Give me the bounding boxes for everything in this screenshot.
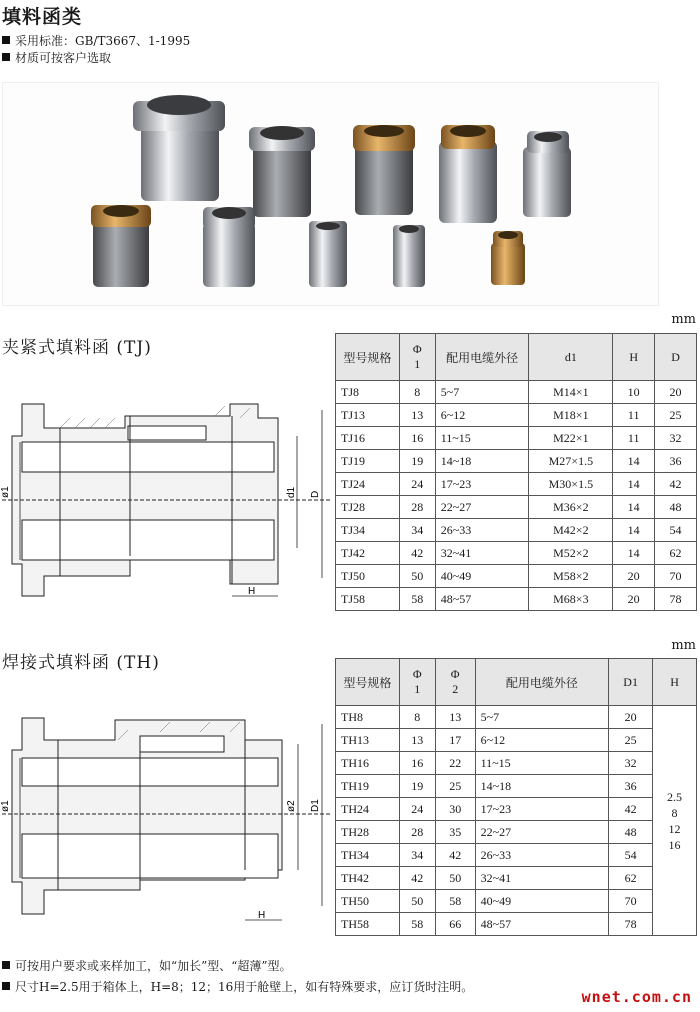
h-values-cell: 2.5 8 12 16 — [653, 706, 697, 936]
table-cell: 8 — [399, 381, 435, 404]
table-cell: 22~27 — [435, 496, 529, 519]
tj-section-title: 夹紧式填料函 (TJ) — [2, 338, 152, 358]
H-label: H — [258, 910, 266, 921]
table-cell: 26~33 — [435, 519, 529, 542]
table-cell: 5~7 — [475, 706, 609, 729]
gland-small-2 — [393, 225, 425, 287]
header-cell: 配用电缆外径 — [475, 659, 609, 706]
table-cell: TH16 — [336, 752, 400, 775]
tj-cross-section-drawing — [0, 396, 335, 608]
table-cell: 58 — [435, 890, 475, 913]
table-cell: 20 — [613, 565, 655, 588]
table-cell: 20 — [655, 381, 697, 404]
header-cell: H — [613, 334, 655, 381]
D1-label: D1 — [310, 799, 321, 812]
table-cell: 42 — [399, 542, 435, 565]
D-label: D — [310, 490, 321, 498]
header-cell: H — [653, 659, 697, 706]
table-cell: 40~49 — [435, 565, 529, 588]
table-cell: 19 — [399, 450, 435, 473]
table-cell: 78 — [609, 913, 653, 936]
table-cell: 24 — [399, 798, 435, 821]
header-cell: D1 — [609, 659, 653, 706]
table-cell: TJ42 — [336, 542, 400, 565]
bullet-square-icon — [2, 53, 10, 61]
table-row — [336, 867, 697, 890]
table-cell: TJ24 — [336, 473, 400, 496]
th-spec-table — [335, 658, 697, 936]
table-cell: TH19 — [336, 775, 400, 798]
table-row — [336, 752, 697, 775]
watermark: wnet.com.cn — [581, 988, 692, 1006]
table-cell: TJ8 — [336, 381, 400, 404]
table-row — [336, 519, 697, 542]
table-cell: 32~41 — [475, 867, 609, 890]
table-row — [336, 473, 697, 496]
tj-unit: mm — [671, 312, 696, 327]
table-cell: 32~41 — [435, 542, 529, 565]
th-section-title: 焊接式填料函 (TH) — [2, 653, 160, 673]
table-cell: 11~15 — [475, 752, 609, 775]
table-cell: M30×1.5 — [529, 473, 613, 496]
table-row — [336, 565, 697, 588]
table-row — [336, 706, 697, 729]
table-cell: TJ19 — [336, 450, 400, 473]
table-cell: TH13 — [336, 729, 400, 752]
gland-medium-1 — [249, 126, 315, 217]
table-cell: 14 — [613, 542, 655, 565]
table-cell: 22~27 — [475, 821, 609, 844]
table-cell: 42 — [655, 473, 697, 496]
table-row — [336, 381, 697, 404]
table-cell: 19 — [399, 775, 435, 798]
table-cell: TJ58 — [336, 588, 400, 611]
phi1-label: ø1 — [0, 800, 11, 812]
th-table-body — [336, 706, 697, 936]
table-cell: 14 — [613, 496, 655, 519]
table-row — [336, 588, 697, 611]
table-cell: 20 — [613, 588, 655, 611]
gland-brass-2 — [91, 205, 151, 287]
table-cell: TH24 — [336, 798, 400, 821]
table-row — [336, 890, 697, 913]
table-cell: 20 — [609, 706, 653, 729]
phi2-label: ø2 — [286, 800, 297, 812]
table-row — [336, 427, 697, 450]
gland-medium-2 — [203, 207, 255, 287]
table-row — [336, 775, 697, 798]
table-cell: TJ50 — [336, 565, 400, 588]
table-cell: 36 — [655, 450, 697, 473]
bullet-square-icon — [2, 961, 10, 969]
table-row — [336, 404, 697, 427]
bullet-square-icon — [2, 36, 10, 44]
table-cell: 11~15 — [435, 427, 529, 450]
header-cell: 型号规格 — [336, 334, 400, 381]
table-cell: TJ28 — [336, 496, 400, 519]
table-cell: TJ13 — [336, 404, 400, 427]
table-row — [336, 798, 697, 821]
table-cell: TH58 — [336, 913, 400, 936]
table-cell: TH50 — [336, 890, 400, 913]
table-cell: 28 — [399, 821, 435, 844]
table-cell: 14~18 — [475, 775, 609, 798]
table-cell: 16 — [399, 427, 435, 450]
table-cell: 25 — [655, 404, 697, 427]
gland-large — [133, 95, 225, 201]
table-cell: 36 — [609, 775, 653, 798]
gland-brass-1 — [353, 125, 415, 215]
table-cell: 34 — [399, 519, 435, 542]
tj-table-body — [336, 381, 697, 611]
table-cell: 8 — [399, 706, 435, 729]
table-cell: 28 — [399, 496, 435, 519]
table-cell: 35 — [435, 821, 475, 844]
table-cell: 5~7 — [435, 381, 529, 404]
table-cell: 13 — [399, 729, 435, 752]
table-cell: M27×1.5 — [529, 450, 613, 473]
tj-spec-table — [335, 333, 697, 611]
product-photo — [2, 82, 659, 306]
table-cell: 14 — [613, 519, 655, 542]
gland-chrome-tall — [439, 125, 497, 223]
table-cell: 13 — [435, 706, 475, 729]
table-cell: 16 — [399, 752, 435, 775]
table-cell: 32 — [655, 427, 697, 450]
table-cell: M18×1 — [529, 404, 613, 427]
table-cell: 25 — [435, 775, 475, 798]
table-cell: 66 — [435, 913, 475, 936]
gland-brass-small — [491, 231, 525, 285]
table-cell: 40~49 — [475, 890, 609, 913]
table-cell: 50 — [399, 890, 435, 913]
table-row — [336, 913, 697, 936]
header-cell: Φ 1 — [399, 334, 435, 381]
table-cell: 14 — [613, 473, 655, 496]
table-cell: 22 — [435, 752, 475, 775]
table-row — [336, 450, 697, 473]
gland-small-right — [523, 131, 571, 217]
table-row — [336, 821, 697, 844]
table-cell: 50 — [435, 867, 475, 890]
page-title: 填料函类 — [2, 6, 83, 28]
table-cell: 17~23 — [475, 798, 609, 821]
table-cell: M14×1 — [529, 381, 613, 404]
table-cell: 26~33 — [475, 844, 609, 867]
table-cell: TJ16 — [336, 427, 400, 450]
table-cell: 54 — [609, 844, 653, 867]
table-cell: 58 — [399, 913, 435, 936]
table-row — [336, 542, 697, 565]
phi1-label: ø1 — [0, 486, 11, 498]
table-cell: 54 — [655, 519, 697, 542]
cable-gland-photo — [3, 83, 658, 305]
th-unit: mm — [671, 638, 696, 653]
footnote-h-usage — [2, 978, 473, 995]
table-cell: 42 — [399, 867, 435, 890]
table-cell: 11 — [613, 404, 655, 427]
table-cell: 6~12 — [475, 729, 609, 752]
header-cell: D — [655, 334, 697, 381]
table-cell: 58 — [399, 588, 435, 611]
table-row — [336, 496, 697, 519]
table-cell: M42×2 — [529, 519, 613, 542]
footnote-text: 可按用户要求或来样加工，如“加长”型、“超薄”型。 — [15, 959, 292, 973]
header-cell: Φ 1 — [399, 659, 435, 706]
table-cell: 50 — [399, 565, 435, 588]
header-cell: 型号规格 — [336, 659, 400, 706]
table-row — [336, 729, 697, 752]
note-text: 材质可按客户选取 — [15, 51, 112, 65]
footnote-text: 尺寸H=2.5用于箱体上，H=8；12；16用于舱壁上，如有特殊要求，应订货时注明。 — [15, 980, 474, 994]
table-cell: 48~57 — [435, 588, 529, 611]
table-cell: 11 — [613, 427, 655, 450]
table-cell: 42 — [435, 844, 475, 867]
table-cell: 14~18 — [435, 450, 529, 473]
d1-label: d1 — [286, 486, 297, 498]
footnote-custom — [2, 957, 292, 974]
table-cell: 10 — [613, 381, 655, 404]
header-cell: 配用电缆外径 — [435, 334, 529, 381]
note-text: 采用标准：GB/T3667、1-1995 — [15, 34, 191, 48]
table-cell: M58×2 — [529, 565, 613, 588]
table-cell: TH8 — [336, 706, 400, 729]
note-standard — [2, 33, 190, 49]
table-cell: 70 — [655, 565, 697, 588]
table-cell: 6~12 — [435, 404, 529, 427]
table-cell: M52×2 — [529, 542, 613, 565]
table-cell: 32 — [609, 752, 653, 775]
table-cell: 70 — [609, 890, 653, 913]
table-cell: 62 — [609, 867, 653, 890]
bullet-square-icon — [2, 982, 10, 990]
table-cell: M36×2 — [529, 496, 613, 519]
gland-small-1 — [309, 221, 347, 287]
table-cell: 13 — [399, 404, 435, 427]
table-header-row — [336, 334, 697, 381]
table-cell: TH28 — [336, 821, 400, 844]
header-cell: Φ 2 — [435, 659, 475, 706]
table-row — [336, 844, 697, 867]
table-cell: 48 — [609, 821, 653, 844]
table-cell: 14 — [613, 450, 655, 473]
table-cell: 25 — [609, 729, 653, 752]
table-cell: 30 — [435, 798, 475, 821]
table-cell: 24 — [399, 473, 435, 496]
table-header-row — [336, 659, 697, 706]
table-cell: 78 — [655, 588, 697, 611]
th-cross-section-drawing — [0, 710, 335, 935]
table-cell: 34 — [399, 844, 435, 867]
table-cell: 42 — [609, 798, 653, 821]
table-cell: TJ34 — [336, 519, 400, 542]
table-cell: 48~57 — [475, 913, 609, 936]
header-cell: d1 — [529, 334, 613, 381]
table-cell: 17 — [435, 729, 475, 752]
table-cell: TH34 — [336, 844, 400, 867]
table-cell: 62 — [655, 542, 697, 565]
table-cell: 17~23 — [435, 473, 529, 496]
note-material — [2, 50, 111, 66]
table-cell: M68×3 — [529, 588, 613, 611]
table-cell: 48 — [655, 496, 697, 519]
table-cell: M22×1 — [529, 427, 613, 450]
H-label: H — [248, 586, 256, 597]
table-cell: TH42 — [336, 867, 400, 890]
